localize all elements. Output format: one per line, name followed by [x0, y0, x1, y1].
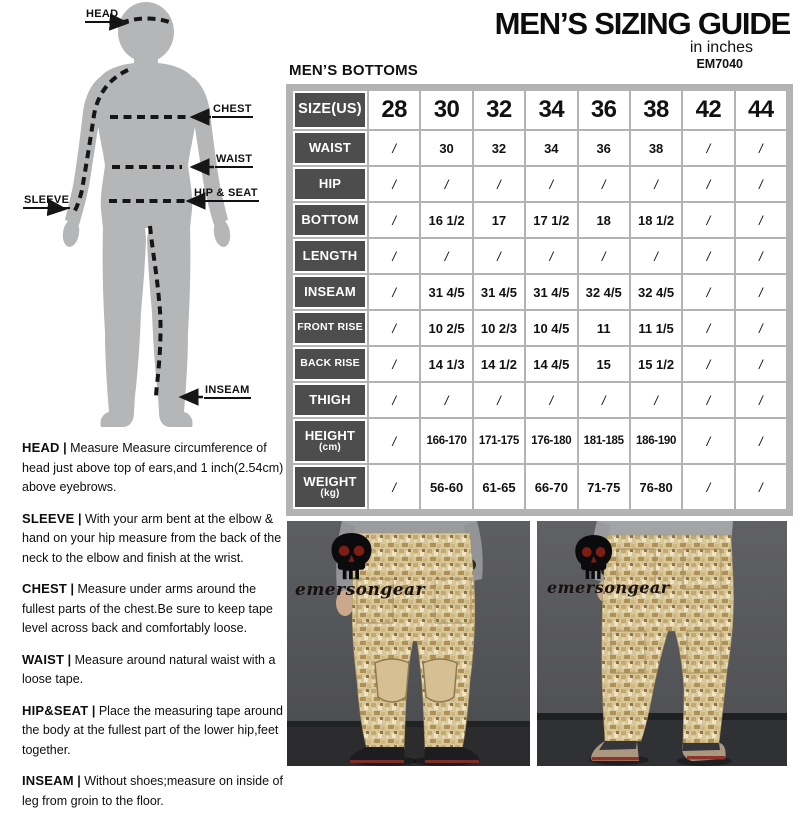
size-value-cell: 32	[474, 131, 524, 165]
size-value-cell: /	[736, 239, 786, 273]
size-value-cell: 66-70	[526, 465, 576, 509]
row-label: THIGH	[293, 383, 367, 417]
size-value-cell: /	[631, 167, 681, 201]
size-value-cell: 166-170	[421, 419, 471, 463]
size-value-cell: /	[683, 311, 733, 345]
size-value-cell: 32 4/5	[579, 275, 629, 309]
section-heading: MEN’S BOTTOMS	[289, 62, 418, 79]
size-value-cell: 38	[631, 131, 681, 165]
row-label: INSEAM	[293, 275, 367, 309]
size-value-cell: 14 1/3	[421, 347, 471, 381]
row-label: LENGTH	[293, 239, 367, 273]
size-value-cell: /	[474, 383, 524, 417]
size-value-cell: /	[736, 311, 786, 345]
size-value-cell: 10 4/5	[526, 311, 576, 345]
size-value-cell: 15 1/2	[631, 347, 681, 381]
size-value-cell: /	[526, 239, 576, 273]
size-value-cell: /	[736, 465, 786, 509]
size-value-cell: /	[369, 167, 419, 201]
body-silhouette	[0, 0, 285, 440]
size-value-cell: 10 2/5	[421, 311, 471, 345]
size-value-cell: /	[421, 239, 471, 273]
size-column-header: 28	[369, 91, 419, 129]
row-label: BOTTOM	[293, 203, 367, 237]
instruction-term: CHEST	[22, 581, 68, 596]
size-value-cell: /	[736, 275, 786, 309]
size-table-grid	[293, 91, 786, 509]
size-table	[286, 84, 793, 516]
instruction-hip-seat: HIP&SEAT | Place the measuring tape around the body at the fullest part of the lower hip,feet together.	[22, 702, 283, 757]
size-value-cell: /	[474, 239, 524, 273]
size-value-cell: /	[421, 383, 471, 417]
instruction-term: INSEAM	[22, 773, 74, 788]
size-value-cell: 10 2/3	[474, 311, 524, 345]
size-value-cell: 11 1/5	[631, 311, 681, 345]
brand-name-text: emersongear	[295, 580, 426, 600]
size-value-cell: 171-175	[474, 419, 524, 463]
product-photo-back	[537, 521, 787, 766]
brand-name-text: emersongear	[547, 578, 670, 597]
size-value-cell: /	[369, 275, 419, 309]
size-value-cell: 176-180	[526, 419, 576, 463]
size-value-cell: 36	[579, 131, 629, 165]
size-value-cell: /	[369, 465, 419, 509]
instruction-sleeve: SLEEVE | With your arm bent at the elbow & hand on your hip measure from the back of the neck to the elbow and finish at the wrist.	[22, 510, 282, 565]
diagram-label-hip-seat: HIP & SEAT	[193, 187, 259, 202]
size-value-cell: 15	[579, 347, 629, 381]
size-value-cell: 14 1/2	[474, 347, 524, 381]
size-value-cell: /	[369, 311, 419, 345]
size-table-corner-header: SIZE(US)	[293, 91, 367, 129]
size-column-header: 42	[683, 91, 733, 129]
instruction-term: SLEEVE	[22, 510, 75, 526]
size-value-cell: /	[683, 203, 733, 237]
diagram-label-chest: CHEST	[212, 103, 253, 118]
size-value-cell: /	[369, 347, 419, 381]
size-column-header: 38	[631, 91, 681, 129]
instruction-head: HEAD | Measure Measure circumference of head just above top of ears,and 1 inch(2.54cm) above eyebrows.	[22, 440, 284, 494]
size-value-cell: 34	[526, 131, 576, 165]
size-value-cell: /	[683, 275, 733, 309]
instruction-inseam: INSEAM | Without shoes;measure on inside of leg from groin to the floor.	[22, 773, 283, 808]
size-value-cell: /	[736, 419, 786, 463]
size-value-cell: /	[736, 167, 786, 201]
diagram-label-head: HEAD	[85, 8, 119, 23]
instruction-term: HIP&SEAT	[22, 702, 89, 718]
size-value-cell: /	[579, 239, 629, 273]
body-measurement-diagram	[0, 0, 285, 440]
diagram-label-waist: WAIST	[215, 153, 253, 168]
size-value-cell: /	[736, 383, 786, 417]
size-value-cell: 16 1/2	[421, 203, 471, 237]
size-value-cell: 31 4/5	[526, 275, 576, 309]
row-label: FRONT RISE	[293, 311, 367, 345]
size-value-cell: /	[526, 383, 576, 417]
row-label: HIP	[293, 167, 367, 201]
size-value-cell: /	[631, 239, 681, 273]
instruction-waist: WAIST | Measure around natural waist with a loose tape.	[22, 651, 276, 686]
size-value-cell: /	[683, 167, 733, 201]
size-value-cell: 56-60	[421, 465, 471, 509]
instruction-text: Place the measuring tape around the body at the fullest part of the lower hip,feet together.	[22, 703, 283, 757]
size-column-header: 32	[474, 91, 524, 129]
size-value-cell: 11	[579, 311, 629, 345]
row-label: WAIST	[293, 131, 367, 165]
size-value-cell: /	[736, 203, 786, 237]
size-value-cell: /	[526, 167, 576, 201]
size-value-cell: /	[683, 239, 733, 273]
row-label: WEIGHT (kg)	[293, 465, 367, 509]
instruction-text: With your arm bent at the elbow & hand on your hip measure from the back of the neck to the elbow and finish at the wrist.	[22, 511, 282, 565]
size-value-cell: /	[736, 131, 786, 165]
size-value-cell: /	[369, 383, 419, 417]
size-value-cell: 32 4/5	[631, 275, 681, 309]
instruction-chest: CHEST | Measure under arms around the fullest parts of the chest.Be sure to keep tape level across back and comfortably loose.	[22, 581, 273, 635]
size-value-cell: 30	[421, 131, 471, 165]
man-silhouette	[61, 2, 232, 427]
size-value-cell: 17	[474, 203, 524, 237]
size-value-cell: /	[736, 347, 786, 381]
instruction-text: Measure around natural waist with a loose tape.	[22, 652, 276, 686]
size-value-cell: 186-190	[631, 419, 681, 463]
row-label: HEIGHT (cm)	[293, 419, 367, 463]
size-value-cell: /	[579, 167, 629, 201]
size-value-cell: 31 4/5	[421, 275, 471, 309]
size-value-cell: /	[369, 203, 419, 237]
size-value-cell: 61-65	[474, 465, 524, 509]
size-value-cell: /	[369, 419, 419, 463]
size-value-cell: /	[369, 239, 419, 273]
size-value-cell: /	[579, 383, 629, 417]
size-value-cell: /	[631, 383, 681, 417]
size-column-header: 44	[736, 91, 786, 129]
size-value-cell: 14 4/5	[526, 347, 576, 381]
diagram-label-sleeve: SLEEVE	[23, 194, 70, 209]
size-column-header: 30	[421, 91, 471, 129]
size-value-cell: /	[683, 383, 733, 417]
photo-floor	[537, 717, 787, 766]
page-title: MEN’S SIZING GUIDE	[494, 6, 790, 41]
size-value-cell: /	[421, 167, 471, 201]
size-value-cell: 181-185	[579, 419, 629, 463]
instruction-term: HEAD	[22, 440, 60, 455]
instruction-text: Measure Measure circumference of head just above top of ears,and 1 inch(2.54cm) above eyebrows.	[22, 441, 284, 494]
size-value-cell: 76-80	[631, 465, 681, 509]
size-value-cell: /	[683, 347, 733, 381]
size-value-cell: 31 4/5	[474, 275, 524, 309]
size-value-cell: 18	[579, 203, 629, 237]
instruction-term: WAIST	[22, 651, 65, 667]
size-value-cell: 18 1/2	[631, 203, 681, 237]
size-value-cell: 17 1/2	[526, 203, 576, 237]
measurement-instructions	[22, 438, 288, 822]
size-value-cell: /	[683, 131, 733, 165]
size-value-cell: /	[369, 131, 419, 165]
size-value-cell: /	[683, 419, 733, 463]
size-value-cell: /	[474, 167, 524, 201]
units-note: in inches	[689, 39, 753, 56]
model-number: EM7040	[696, 57, 743, 71]
size-value-cell: 71-75	[579, 465, 629, 509]
size-column-header: 36	[579, 91, 629, 129]
row-label: BACK RISE	[293, 347, 367, 381]
diagram-label-inseam: INSEAM	[204, 384, 251, 399]
size-value-cell: /	[683, 465, 733, 509]
instruction-text: Measure under arms around the fullest parts of the chest.Be sure to keep tape level across back and comfortably loose.	[22, 582, 273, 635]
size-column-header: 34	[526, 91, 576, 129]
product-photo-front	[287, 521, 530, 766]
instruction-text: Without shoes;measure on inside of leg from groin to the floor.	[22, 774, 283, 808]
